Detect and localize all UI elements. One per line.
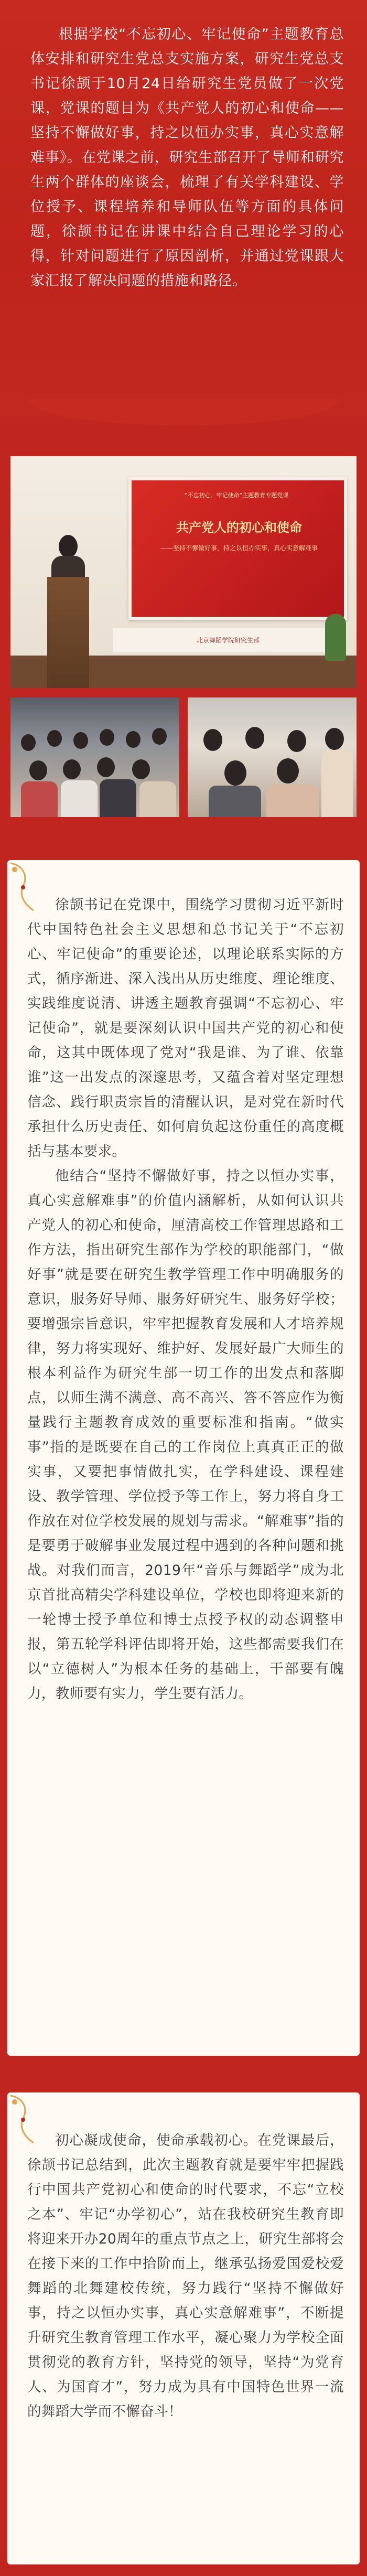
screen-subtitle: ——坚持不懈做好事，持之以恒办实事，真心实意解难事 (160, 544, 318, 552)
audience-shirt (100, 779, 136, 817)
stage-banner: 北京舞蹈学院研究生部 (113, 628, 343, 652)
audience-head (245, 727, 264, 749)
audience-photo-left (10, 697, 179, 817)
audience-head (97, 757, 115, 777)
screen-top-line: “不忘初心、牢记使命”主题教育专题党课 (184, 492, 289, 499)
audience-head (132, 759, 150, 779)
intro-section (0, 0, 367, 420)
projection-screen (128, 477, 347, 620)
audience-head (224, 760, 246, 786)
article-paragraph: 徐颉书记在党课中，围绕学习贯彻习近平新时代中国特色社会主义思想和总书记关于“不忘初心、牢记使命”的重要论述，以理论联系实际的方式，循序渐进、深入浅出从历史维度、理论维度、实践维度说清、讲透主题教育强调“不忘初心、牢记使命”，就是要深刻认识中国共产党的初心和使命，这其中既体现了党对“我是谁、为了谁、依靠谁”这一出发点的深邃思考，又蕴含着对坚定理想信念、践行职责宗旨的清醒认识，是对党在新时代承担什么历史责任、如何肩负起这份重任的高度概括与基本要求。 (27, 897, 344, 1160)
audience-head (21, 734, 36, 751)
audience-head (47, 730, 62, 747)
speaker-head (59, 535, 78, 558)
potted-plant (325, 614, 346, 661)
audience-photo-right (188, 697, 357, 817)
audience-shirt (61, 780, 98, 817)
lecture-photo (10, 456, 357, 688)
audience-head (277, 758, 299, 783)
screen-title: 共产党人的初心和使命 (176, 520, 302, 535)
podium (47, 577, 89, 688)
audience-head (100, 729, 114, 746)
audience-shirt (321, 750, 353, 817)
right-red-band (360, 860, 367, 2576)
photo-gallery (10, 456, 357, 823)
article-body (27, 893, 344, 1706)
audience-shirt (139, 781, 176, 817)
intro-paragraph: 根据学校“不忘初心、牢记使命”主题教育总体安排和研究生党总支实施方案，研究生党总支书记徐颉于10月24日给研究生党员做了一次党课，党课的题目为《共产党人的初心和使命——坚持不懈做好事，持之以恒办实事，真心实意解难事》。在党课之前，研究生部召开了导师和研究生两个群体的座谈会，梳理了有关学科建设、学位授予、课程培养和导师队伍等方面的具体问题，徐颉书记在讲课中结合自己理论学习的心得，针对问题进行了原因剖析，并通过党课跟大家汇报了解决问题的措施和路径。 (30, 26, 344, 289)
audience-shirt (266, 785, 319, 817)
intro-bottom-edge (0, 399, 367, 430)
audience-head (287, 730, 306, 752)
audience-head (29, 760, 47, 780)
left-red-band (0, 860, 7, 2576)
closing-paragraph: 初心凝成使命，使命承载初心。在党课最后，徐颉书记总结到，此次主题教育就是要牢牢把握践行中国共产党初心和使命的时代要求，不忘“立校之本”、牢记“办学初心”，站在我校研究生教育即将迎来开办20周年的重点节点之上，研究生部将会在接下来的工作中拾阶而上，继承弘扬爱国爱校爱舞蹈的北舞建校传统，努力践行“坚持不懈做好事，持之以恒办实事，真心实意解难事”，不断提升研究生教育管理工作水平，凝心聚力为学校全面贯彻党的教育方针，坚持党的领导，坚持“为党育人、为国育才”，努力成为具有中国特色世界一流的舞蹈大学而不懈奋斗！ (27, 2132, 344, 2420)
audience-head (63, 759, 81, 779)
audience-shirt (209, 786, 261, 817)
audience-head (152, 728, 167, 745)
audience-shirt (21, 781, 58, 817)
audience-head (126, 731, 141, 748)
audience-head (325, 728, 344, 750)
closing-body (27, 2128, 344, 2424)
audience-head (73, 732, 88, 749)
audience-head (203, 729, 222, 751)
article-paragraph: 他结合“坚持不懈做好事，持之以恒办实事，真心实意解难事”的价值内涵解析，从如何认识共产党人的初心和使命，厘清高校工作管理思路和工作方法，指出研究生部作为学校的职能部门，“做好事”就是要在研究生教学管理工作中明确服务的意识，服务好导师、服务好研究生、服务好学校；要增强宗旨意识，牢牢把握教育发展和人才培养规律，努力将实现好、维护好、发展好最广大师生的根本利益作为研究生部一切工作的出发点和落脚点，以师生满不满意、高不高兴、答不答应作为衡量践行主题教育成效的重要标准和指南。“做实事”指的是既要在自己的工作岗位上真真正正的做实事，又要把事情做扎实，在学科建设、课程建设、教学管理、学位授予等工作上，努力将自身工作放在对位学校发展的规划与需求。“解难事”指的是要勇于破解事业发展过程中遇到的各种问题和挑战。对我们而言，2019年“音乐与舞蹈学”成为北京首批高精尖学科建设单位，学校也即将迎来新的一轮博士授予单位和博士点授予权的动态调整申报，第五轮学科评估即将开始，这些都需要我们在以“立德树人”为根本任务的基础上，干部要有魄力，教师要有实力，学生要有活力。 (27, 1168, 344, 1702)
